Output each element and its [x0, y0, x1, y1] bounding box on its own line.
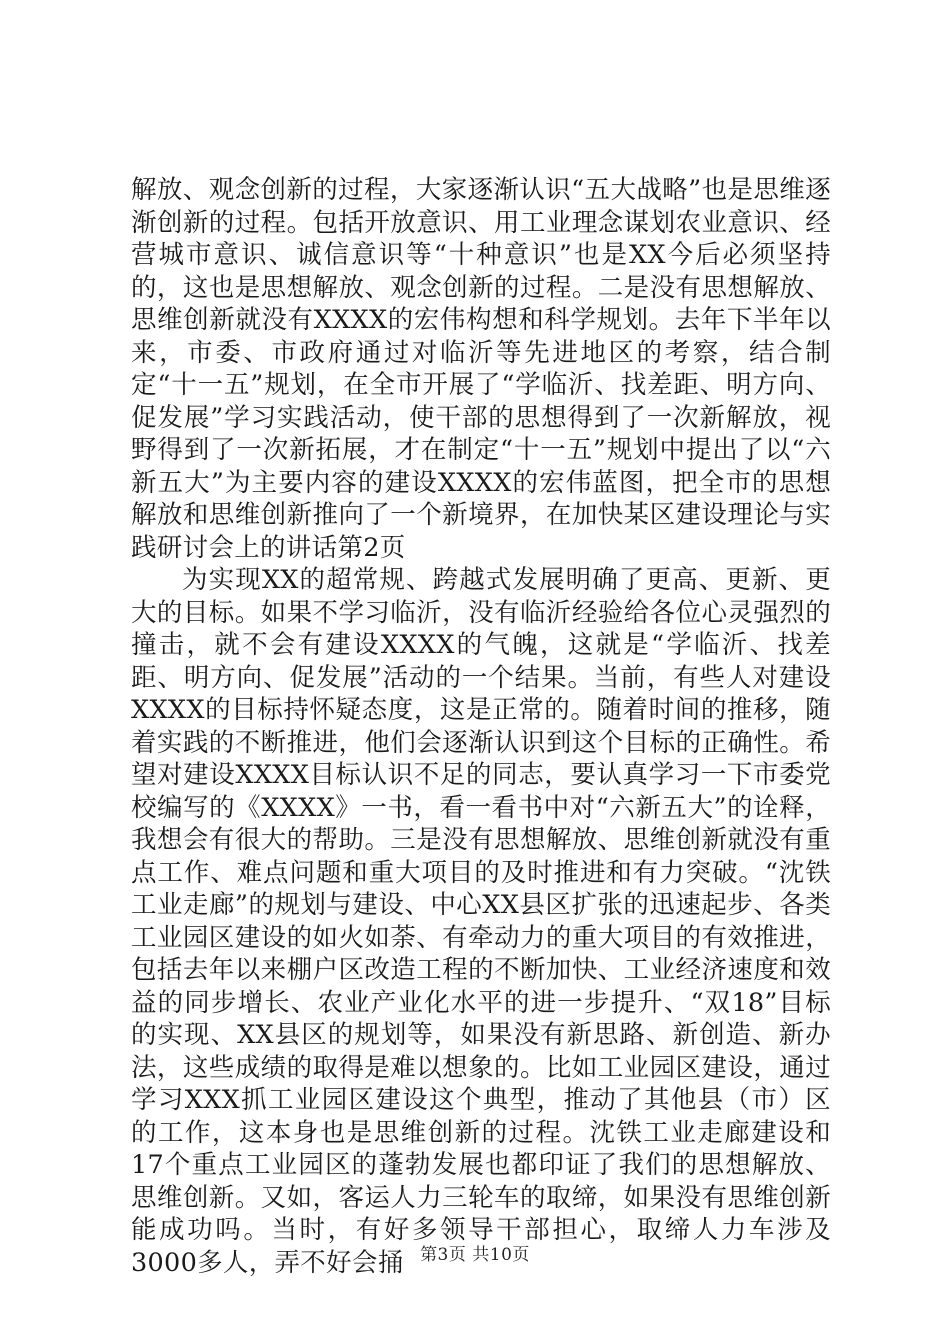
page-number-footer: 第3页 共10页	[420, 1245, 530, 1265]
body-text	[131, 174, 831, 1279]
paragraph-continued: 解放、观念创新的过程，大家逐渐认识“五大战略”也是思维逐渐创新的过程。包括开放意识、用工业理念谋划农业意识、经营城市意识、诚信意识等“十种意识”也是XX今后必须坚持的，这也是思想解放、观念创新的过程。二是没有思想解放、思维创新就没有XXXX的宏伟构想和科学规划。去年下半年以来，市委、市政府通过对临沂等先进地区的考察，结合制定“十一五”规划，在全市开展了“学临沂、找差距、明方向、促发展”学习实践活动，使干部的思想得到了一次新解放，视野得到了一次新拓展，才在制定“十一五”规划中提出了以“六新五大”为主要内容的建设XXXX的宏伟蓝图，把全市的思想解放和思维创新推向了一个新境界，在加快某区建设理论与实践研讨会上的讲话第2页	[131, 175, 831, 563]
paragraph-main: 为实现XX的超常规、跨越式发展明确了更高、更新、更大的目标。如果不学习临沂，没有临沂经验给各位心灵强烈的撞击，就不会有建设XXXX的气魄，这就是“学临沂、找差距、明方向、促发展”活动的一个结果。当前，有些人对建设XXXX的目标持怀疑态度，这是正常的。随着时间的推移，随着实践的不断推进，他们会逐渐认识到这个目标的正确性。希望对建设XXXX目标认识不足的同志，要认真学习一下市委党校编写的《XXXX》一书，看一看书中对“六新五大”的诠释，我想会有很大的帮助。三是没有思想解放、思维创新就没有重点工作、难点问题和重大项目的及时推进和有力突破。“沈铁工业走廊”的规划与建设、中心XX县区扩张的迅速起步、各类工业园区建设的如火如荼、有牵动力的重大项目的有效推进，包括去年以来棚户区改造工程的不断加快、工业经济速度和效益的同步增长、农业产业化水平的进一步提升、“双18”目标的实现、XX县区的规划等，如果没有新思路、新创造、新办法，这些成绩的取得是难以想象的。比如工业园区建设，通过学习XXX抓工业园区建设这个典型，推动了其他县（市）区的工作，这本身也是思维创新的过程。沈铁工业走廊建设和17个重点工业园区的蓬勃发展也都印证了我们的思想解放、思维创新。又如，客运人力三轮车的取缔，如果没有思维创新能成功吗。当时，有好多领导干部担心，取缔人力车涉及3000多人，弄不好会捅	[131, 565, 831, 1278]
